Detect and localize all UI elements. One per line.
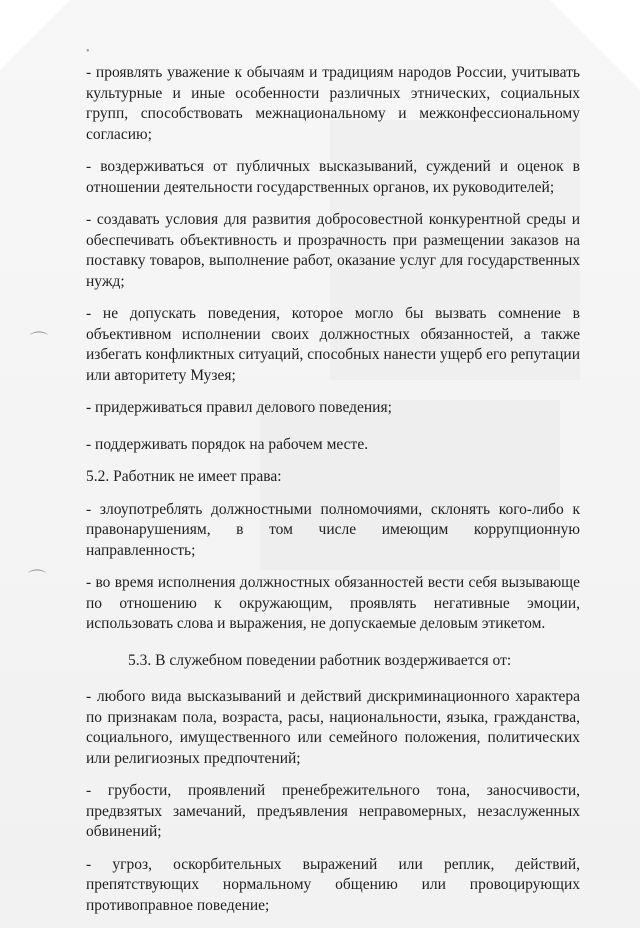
- paragraph-business-conduct: - придерживаться правил делового поведения;: [86, 399, 392, 416]
- margin-mark: ⌒: [30, 331, 48, 351]
- paragraph-workplace-order: - поддерживать порядок на рабочем месте.: [86, 435, 369, 453]
- paragraph-rudeness: - грубости, проявлений пренебрежительного тона, заносчивости, предвзятых замечаний, предъявления неправомерных, незаслуженных обвинений;: [86, 782, 580, 840]
- paragraph-defiant-behaviour: - во время исполнения должностных обязанностей вести себя вызывающе по отношению к окружающим, проявлять негативные эмоции, использовать слова и выражения, не допускаемые деловым этикетом.: [86, 574, 580, 632]
- paragraph-respect-traditions: - проявлять уважение к обычаям и традициям народов России, учитывать культурные и иные особенности различных этнических, социальных групп, способствовать межнациональному и межконфессиональному согласию;: [86, 64, 580, 143]
- paragraph-abuse-of-power: - злоупотреблять должностными полномочиями, склонять кого-либо к правонарушениям, в том числе имеющим коррупционную направленность;: [86, 500, 580, 559]
- section-heading-5-2: 5.2. Работник не имеет права:: [86, 468, 282, 485]
- paragraph-avoid-conflicts: - не допускать поведения, которое могло бы вызвать сомнение в объективном исполнении своих должностных обязанностей, а также избегать конфликтных ситуаций, способных нанести ущерб его репутации или авторитету Музея;: [86, 305, 580, 384]
- section-heading-5-3: 5.3. В служебном поведении работник воздерживается от:: [128, 651, 512, 669]
- paragraph-discrimination: - любого вида высказываний и действий дискриминационного характера по признакам пола, возраста, расы, национальности, языка, гражданства, социального, имущественного или семейного положения, политических или религиозных предпочтений;: [86, 688, 580, 767]
- paragraph-threats: - угроз, оскорбительных выражений или реплик, действий, препятствующих нормальному общению или провоцирующих противоправное поведение;: [86, 855, 580, 914]
- document-body: [86, 63, 580, 928]
- page-corner-fold: [0, 0, 70, 70]
- margin-mark: •: [86, 46, 90, 57]
- paragraph-refrain-statements: - воздерживаться от публичных высказываний, суждений и оценок в отношении деятельности государственных органов, их руководителей;: [86, 158, 580, 196]
- paragraph-competitive-environment: - создавать условия для развития добросовестной конкурентной среды и обеспечивать объективность и прозрачность при размещении заказов на поставку товаров, выполнение работ, оказание услуг для государственных нужд;: [86, 211, 580, 290]
- margin-mark: ⌒: [28, 569, 46, 589]
